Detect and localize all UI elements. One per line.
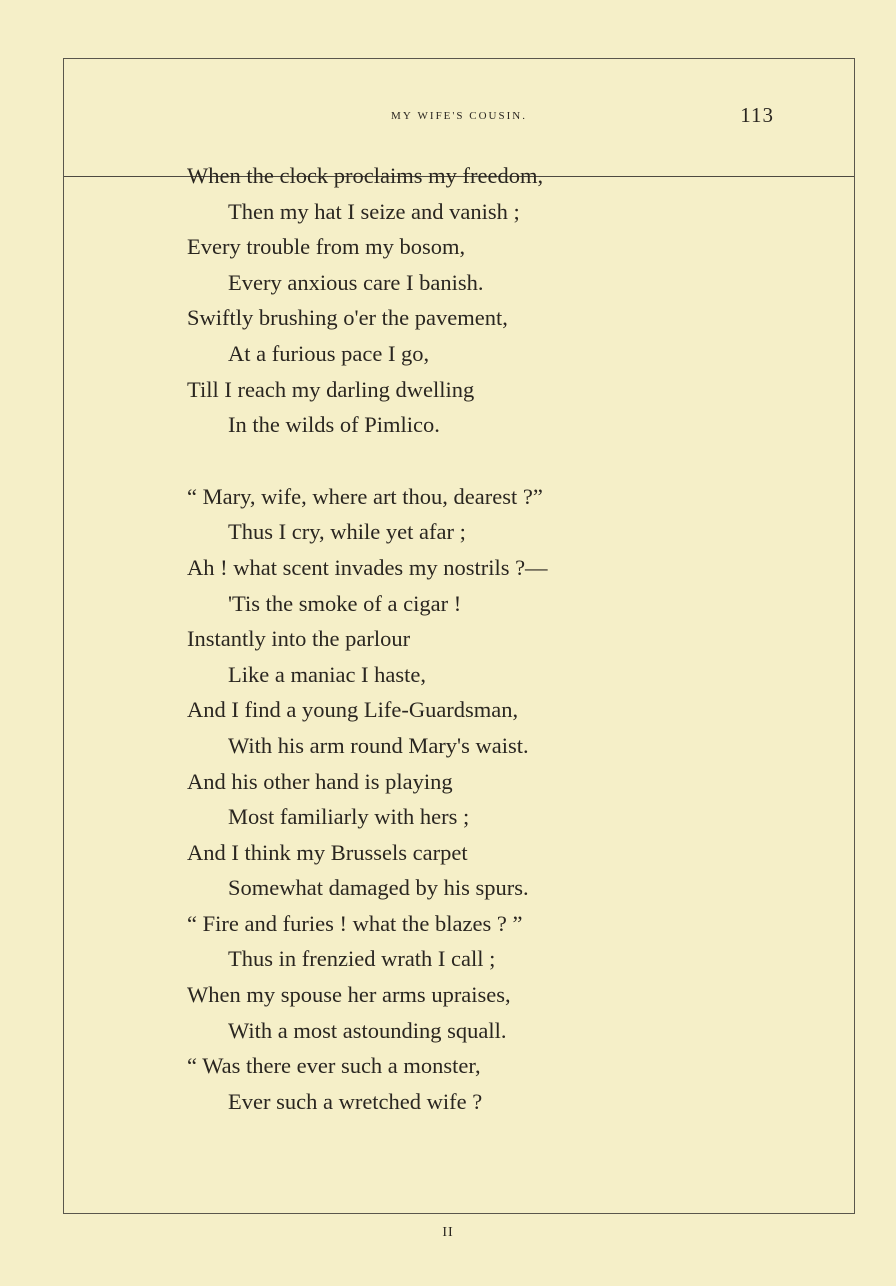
poem-line: 'Tis the smoke of a cigar ! [228,590,462,616]
poem-line: At a furious pace I go, [228,340,430,366]
poem-line: Then my hat I seize and vanish ; [228,198,520,224]
poem-line: When my spouse her arms upraises, [187,982,511,1008]
poem-line: Every anxious care I banish. [228,269,484,295]
poem-line: And I think my Brussels carpet [187,839,468,865]
poem-line: “ Fire and furies ! what the blazes ? ” [187,910,523,936]
poem-line: Ah ! what scent invades my nostrils ?— [187,554,548,580]
stanza [187,158,747,443]
poem-line: Most familiarly with hers ; [228,804,470,830]
poem [187,158,747,1119]
poem-line: Thus in frenzied wrath I call ; [228,946,496,972]
poem-line: When the clock proclaims my freedom, [187,163,544,188]
poem-line: With a most astounding squall. [228,1017,507,1043]
poem-line: Every trouble from my bosom, [187,234,466,260]
poem-line: And his other hand is playing [187,768,453,794]
poem-line: With his arm round Mary's waist. [228,732,529,758]
poem-line: Till I reach my darling dwelling [187,376,475,402]
poem-line: In the wilds of Pimlico. [228,412,440,438]
poem-line: Swiftly brushing o'er the pavement, [187,305,508,331]
poem-line: “ Was there ever such a monster, [187,1053,481,1079]
poem-line: Ever such a wretched wife ? [228,1088,483,1114]
page-number: 113 [740,103,774,127]
running-title: my wife's cousin. [391,107,527,123]
signature-mark: II [442,1225,454,1240]
poem-line: And I find a young Life-Guardsman, [187,697,519,723]
poem-line: Thus I cry, while yet afar ; [228,519,466,545]
poem-line: Like a maniac I haste, [228,661,427,687]
poem-line: Instantly into the parlour [187,626,411,652]
stanza [187,479,747,1120]
stanza-break [187,443,747,479]
poem-line: Somewhat damaged by his spurs. [228,875,529,901]
poem-line: “ Mary, wife, where art thou, dearest ?” [187,483,543,509]
